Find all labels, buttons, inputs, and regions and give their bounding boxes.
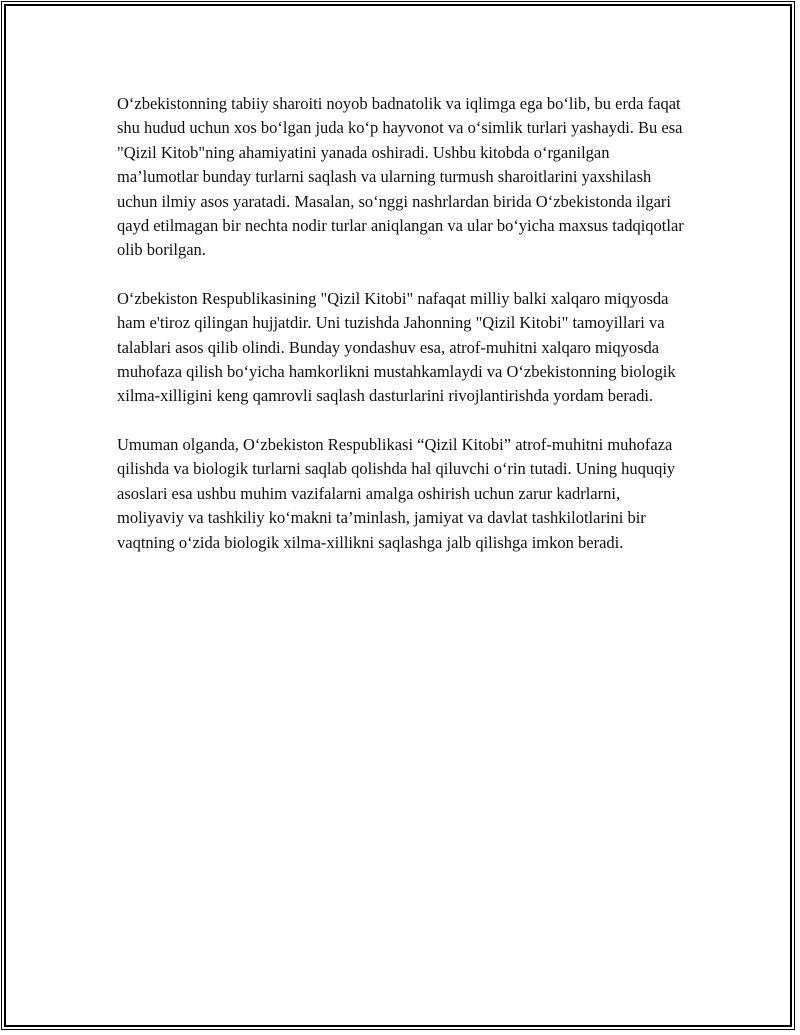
paragraph-2: O‘zbekiston Respublikasining "Qizil Kitobi" nafaqat milliy balki xalqaro miqyosda ham e'tiroz qilingan hujjatdir. Uni tuzishda Jahonning "Qizil Kitobi" tamoyillari va talablari asos qilib olindi. Bunday yondashuv esa, atrof-muhitni xalqaro miqyosda muhofaza qilish bo‘yicha hamkorlikni mustahkamlaydi va O‘zbekistonning biologik xilma-xilligini keng qamrovli saqlash dasturlarini rivojlantirishda yordam beradi. [117,288,676,406]
paragraph-3: Umuman olganda, O‘zbekiston Respublikasi “Qizil Kitobi” atrof-muhitni muhofaza qilishda va biologik turlarni saqlab qolishda hal qiluvchi o‘rin tutadi. Uning huquqiy asoslari esa ushbu muhim vazifalarni amalga oshirish uchun zarur kadrlarni, moliyaviy va tashkiliy ko‘makni ta’minlash, jamiyat va davlat tashkilotlarini bir vaqtning o‘zida biologik xilma-xillikni saqlashga jalb qilishga imkon beradi. [117,434,676,552]
document-body [117,92,685,579]
paragraph-1: O‘zbekistonning tabiiy sharoiti noyob badnatolik va iqlimga ega bo‘lib, bu erda faqat shu hudud uchun xos bo‘lgan juda ko‘p hayvonot va o‘simlik turlari yashaydi. Bu esa "Qizil Kitob"ning ahamiyatini yanada oshiradi. Ushbu kitobda o‘rganilgan ma’lumotlar bunday turlarni saqlash va ularning turmush sharoitlarini yaxshilash uchun ilmiy asos yaratadi. Masalan, so‘nggi nashrlardan birida O‘zbekistonda ilgari qayd etilmagan bir nechta nodir turlar aniqlangan va ular bo‘yicha maxsus tadqiqotlar olib borilgan. [117,94,684,260]
